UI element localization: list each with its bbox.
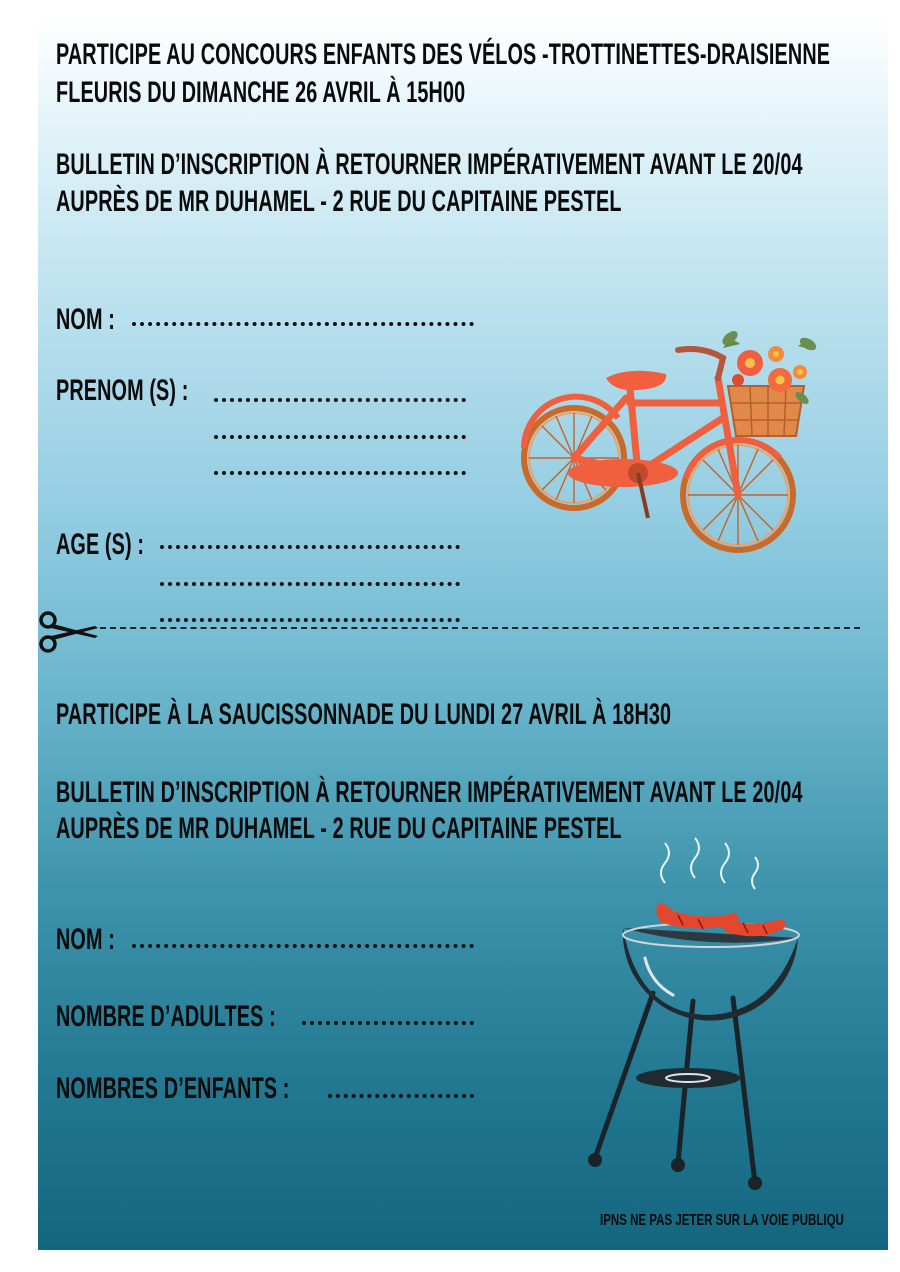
contest-name-field[interactable] — [132, 322, 474, 326]
contest-instructions-line2: AUPRÈS DE MR DUHAMEL - 2 RUE DU CAPITAINE PESTEL — [56, 185, 622, 218]
contest-title-line2: FLEURIS DU DIMANCHE 26 AVRIL À 15H00 — [56, 76, 466, 109]
bicycle-illustration — [518, 308, 818, 568]
contest-age-field-3[interactable] — [160, 618, 460, 622]
barbecue-instructions-line1: BULLETIN D’INSCRIPTION À RETOURNER IMPÉRATIVEMENT AVANT LE 20/04 — [56, 776, 803, 809]
contest-instructions-line1: BULLETIN D’INSCRIPTION À RETOURNER IMPÉRATIVEMENT AVANT LE 20/04 — [56, 148, 803, 181]
barbecue-adults-field[interactable] — [302, 1021, 474, 1025]
contest-firstname-field-2[interactable] — [214, 435, 466, 439]
registration-flyer — [38, 18, 888, 1250]
contest-name-label: NOM : — [56, 303, 115, 336]
contest-firstname-field-1[interactable] — [214, 398, 466, 402]
barbecue-adults-label: NOMBRE D’ADULTES : — [56, 1000, 276, 1033]
barbecue-instructions-line2: AUPRÈS DE MR DUHAMEL - 2 RUE DU CAPITAINE PESTEL — [56, 812, 622, 845]
barbecue-title: PARTICIPE À LA SAUCISSONNADE DU LUNDI 27 AVRIL À 18H30 — [56, 698, 672, 731]
footer-notice: IPNS NE PAS JETER SUR LA VOIE PUBLIQU — [600, 1212, 844, 1229]
barbecue-children-field[interactable] — [328, 1094, 474, 1098]
cut-line — [100, 627, 860, 629]
barbecue-name-label: NOM : — [56, 923, 115, 956]
contest-title-line1: PARTICIPE AU CONCOURS ENFANTS DES VÉLOS -TROTTINETTES-DRAISIENNE — [56, 38, 831, 71]
contest-firstname-label: PRENOM (S) : — [56, 374, 189, 407]
barbecue-children-label: NOMBRES D’ENFANTS : — [56, 1072, 290, 1105]
contest-age-label: AGE (S) : — [56, 528, 145, 561]
contest-age-field-1[interactable] — [160, 545, 460, 549]
contest-age-field-2[interactable] — [160, 582, 460, 586]
contest-firstname-field-3[interactable] — [214, 471, 466, 475]
barbecue-name-field[interactable] — [132, 944, 474, 948]
barbecue-grill-illustration — [583, 833, 813, 1183]
scissors-icon — [38, 608, 100, 658]
